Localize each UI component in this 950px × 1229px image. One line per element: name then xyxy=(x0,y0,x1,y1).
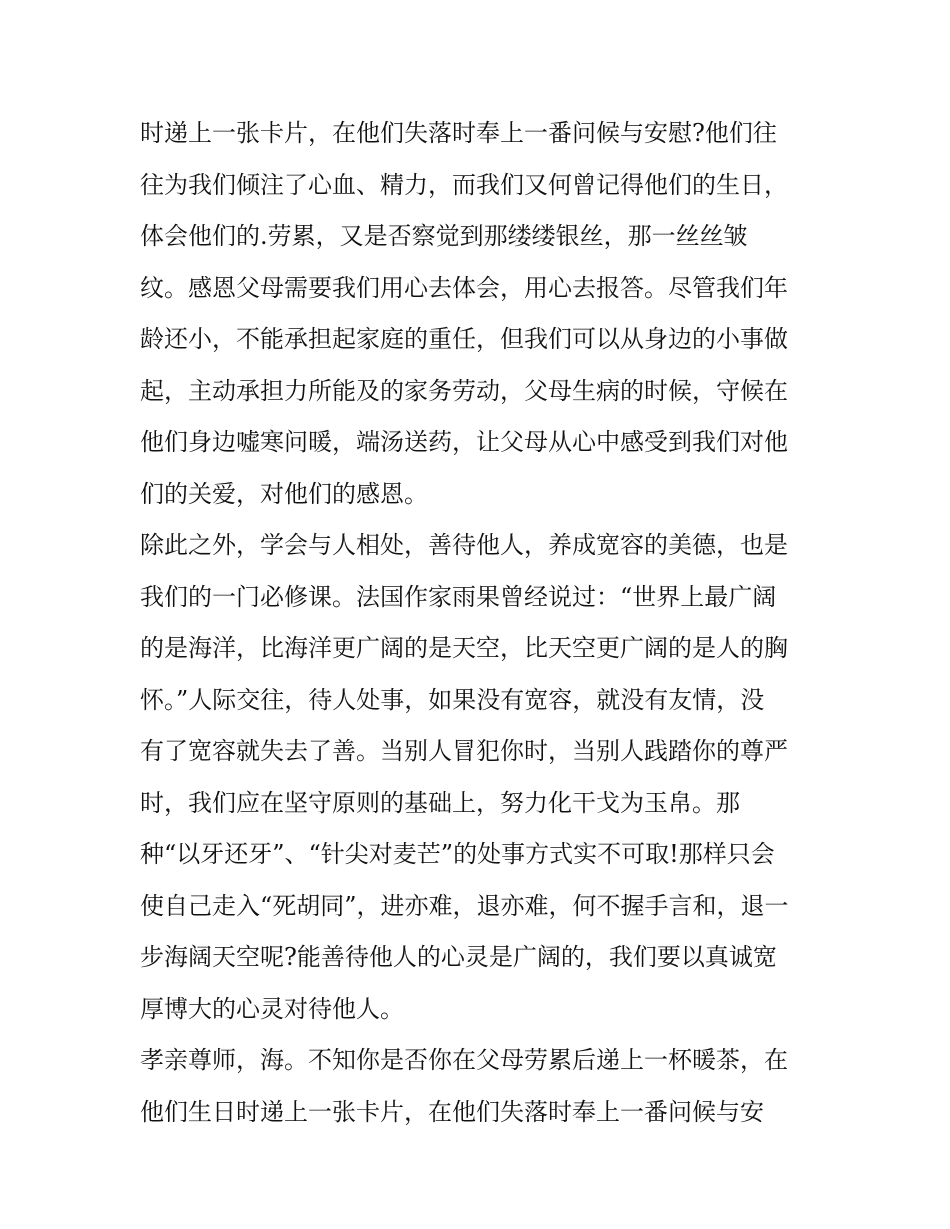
text-line: 体会他们的.劳累，又是否察觉到那缕缕银丝，那一丝丝皱 xyxy=(140,222,748,250)
text-line: 除此之外，学会与人相处，善待他人，养成宽容的美德，也是 xyxy=(140,531,788,559)
text-line: 怀。”人际交往，待人处事，如果没有宽容，就没有友情，没 xyxy=(140,685,765,714)
text-line: 时，我们应在坚守原则的基础上，努力化干戈为玉帛。那 xyxy=(140,788,740,817)
text-line: 他们身边嘘寒问暖，端汤送药，让父母从心中感受到我们对他 xyxy=(140,428,788,456)
text-line: 纹。感恩父母需要我们用心去体会，用心去报答。尽管我们年 xyxy=(140,273,788,302)
text-line: 时递上一张卡片，在他们失落时奉上一番问候与安慰?他们往 xyxy=(140,119,777,147)
text-line: 步海阔天空呢?能善待他人的心灵是广阔的，我们要以真诚宽 xyxy=(140,943,777,971)
text-line: 我们的一门必修课。法国作家雨果曾经说过：“世界上最广阔 xyxy=(140,582,777,611)
text-line: 的是海洋，比海洋更广阔的是天空，比天空更广阔的是人的胸 xyxy=(140,634,788,662)
text-line: 有了宽容就失去了善。当别人冒犯你时，当别人践踏你的尊严 xyxy=(140,737,788,765)
text-line: 往为我们倾注了心血、精力，而我们又何曾记得他们的生日， xyxy=(140,170,788,199)
text-line: 种“以牙还牙”、“针尖对麦芒”的处事方式实不可取!那样只会 xyxy=(140,840,775,868)
text-line: 们的关爱，对他们的感恩。 xyxy=(140,479,428,508)
text-line: 使自己走入“死胡同”，进亦难，退亦难，何不握手言和，退一 xyxy=(140,891,789,920)
text-line: 孝亲尊师，海。不知你是否你在父母劳累后递上一杯暖茶，在 xyxy=(140,1046,788,1074)
text-line: 他们生日时递上一张卡片，在他们失落时奉上一番问候与安 xyxy=(140,1097,764,1126)
text-line: 起，主动承担力所能及的家务劳动，父母生病的时候，守候在 xyxy=(140,376,788,405)
text-line: 龄还小，不能承担起家庭的重任，但我们可以从身边的小事做 xyxy=(140,325,788,353)
text-line: 厚博大的心灵对待他人。 xyxy=(140,994,404,1023)
body-text xyxy=(140,108,830,1138)
